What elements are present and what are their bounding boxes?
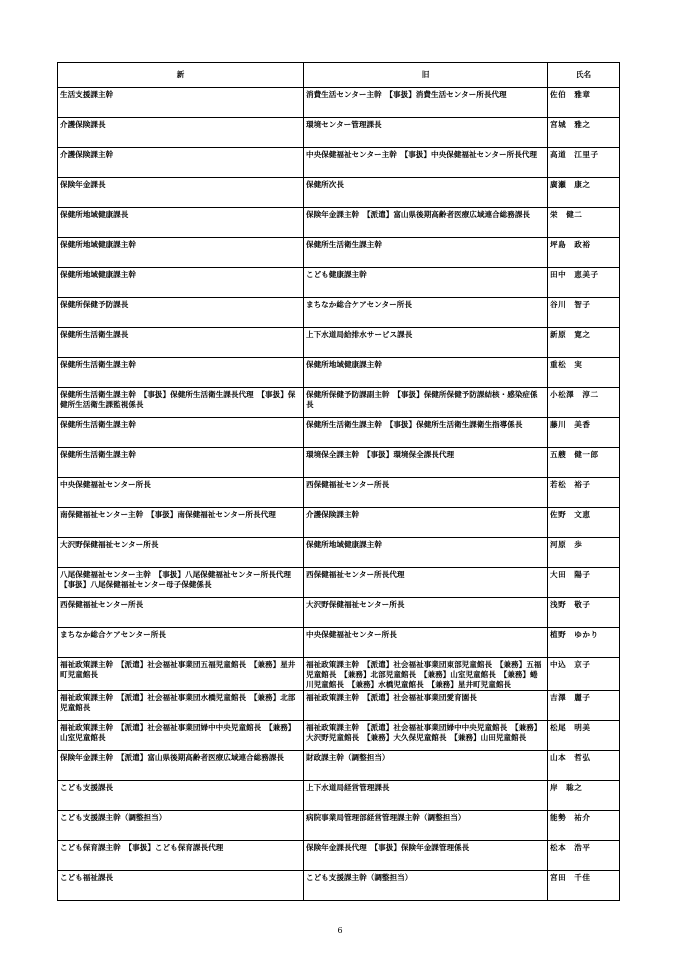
new-position-cell: こども支援課主幹（調整担当） bbox=[58, 811, 304, 841]
new-position-cell: 保健所生活衛生課主幹 【事扱】保健所生活衛生課長代理 【事扱】保健所生活衛生課監視係長 bbox=[58, 388, 304, 418]
person-name-cell: 新原 寛之 bbox=[548, 328, 620, 358]
new-position-cell: 保健所生活衛生課主幹 bbox=[58, 358, 304, 388]
person-name-cell: 植野 ゆかり bbox=[548, 628, 620, 658]
table-row bbox=[58, 841, 620, 871]
person-name-cell: 谷川 智子 bbox=[548, 298, 620, 328]
person-name-cell: 吉澤 麗子 bbox=[548, 691, 620, 721]
table-row bbox=[58, 448, 620, 478]
new-position-cell: 保健所生活衛生課主幹 bbox=[58, 448, 304, 478]
header-name: 氏名 bbox=[548, 63, 620, 88]
table-row bbox=[58, 238, 620, 268]
table-row bbox=[58, 598, 620, 628]
table-row bbox=[58, 538, 620, 568]
table-row bbox=[58, 811, 620, 841]
old-position-cell: 西保健福祉センター所長 bbox=[304, 478, 548, 508]
old-position-cell: 保健所地域健康課主幹 bbox=[304, 358, 548, 388]
table-row bbox=[58, 871, 620, 901]
new-position-cell: 西保健福祉センター所長 bbox=[58, 598, 304, 628]
old-position-cell: 消費生活センター主幹 【事扱】消費生活センター所長代理 bbox=[304, 88, 548, 118]
old-position-cell: 中央保健福祉センター所長 bbox=[304, 628, 548, 658]
table-row bbox=[58, 478, 620, 508]
person-name-cell: 中込 京子 bbox=[548, 658, 620, 691]
new-position-cell: 生活支援課主幹 bbox=[58, 88, 304, 118]
new-position-cell: 保健所生活衛生課長 bbox=[58, 328, 304, 358]
person-name-cell: 田中 恵美子 bbox=[548, 268, 620, 298]
table-row bbox=[58, 178, 620, 208]
table-row bbox=[58, 88, 620, 118]
person-name-cell: 若松 裕子 bbox=[548, 478, 620, 508]
table-row bbox=[58, 691, 620, 721]
old-position-cell: 福祉政策課主幹 【派遣】社会福祉事業団婦中中央児童館長 【兼務】大沢野児童館長 【兼務】大久保児童館長 【兼務】山田児童館長 bbox=[304, 721, 548, 751]
person-name-cell: 廣瀬 康之 bbox=[548, 178, 620, 208]
table-row bbox=[58, 418, 620, 448]
person-name-cell: 山本 哲弘 bbox=[548, 751, 620, 781]
new-position-cell: 介護保険課主幹 bbox=[58, 148, 304, 178]
new-position-cell: 保健所地域健康課長 bbox=[58, 208, 304, 238]
new-position-cell: 大沢野保健福祉センター所長 bbox=[58, 538, 304, 568]
old-position-cell: 福祉政策課主幹 【派遣】社会福祉事業団東部児童館長 【兼務】五福児童館長 【兼務】北部児童館長 【兼務】山室児童館長 【兼務】蜷川児童館長 【兼務】水橋児童館長 【兼務】星井町児童館長 bbox=[304, 658, 548, 691]
person-name-cell: 五艘 健一郎 bbox=[548, 448, 620, 478]
table-row bbox=[58, 118, 620, 148]
header-row bbox=[58, 63, 620, 88]
new-position-cell: 保健所地域健康課主幹 bbox=[58, 238, 304, 268]
person-name-cell: 坪島 政裕 bbox=[548, 238, 620, 268]
table-body bbox=[58, 88, 620, 901]
table-row bbox=[58, 388, 620, 418]
person-name-cell: 佐野 文恵 bbox=[548, 508, 620, 538]
old-position-cell: こども支援課主幹（調整担当） bbox=[304, 871, 548, 901]
header-new: 新 bbox=[58, 63, 304, 88]
old-position-cell: 保健所生活衛生課主幹 【事扱】保健所生活衛生課衛生指導係長 bbox=[304, 418, 548, 448]
person-name-cell: 松本 浩平 bbox=[548, 841, 620, 871]
page-number: 6 bbox=[337, 926, 343, 935]
table-row bbox=[58, 751, 620, 781]
old-position-cell: まちなか総合ケアセンター所長 bbox=[304, 298, 548, 328]
table-row bbox=[58, 658, 620, 691]
header-old: 旧 bbox=[304, 63, 548, 88]
table-row bbox=[58, 721, 620, 751]
person-name-cell: 大田 陽子 bbox=[548, 568, 620, 598]
personnel-table bbox=[57, 62, 620, 901]
table-row bbox=[58, 781, 620, 811]
old-position-cell: 保健所生活衛生課主幹 bbox=[304, 238, 548, 268]
person-name-cell: 河原 歩 bbox=[548, 538, 620, 568]
new-position-cell: 南保健福祉センター主幹 【事扱】南保健福祉センター所長代理 bbox=[58, 508, 304, 538]
new-position-cell: こども支援課長 bbox=[58, 781, 304, 811]
person-name-cell: 小松澤 淳二 bbox=[548, 388, 620, 418]
person-name-cell: 浅野 敬子 bbox=[548, 598, 620, 628]
table-row bbox=[58, 208, 620, 238]
new-position-cell: 保健所地域健康課主幹 bbox=[58, 268, 304, 298]
new-position-cell: 八尾保健福祉センター主幹 【事扱】八尾保健福祉センター所長代理 【事扱】八尾保健福祉センター母子保健係長 bbox=[58, 568, 304, 598]
old-position-cell: 福祉政策課主幹 【派遣】社会福祉事業団愛育園長 bbox=[304, 691, 548, 721]
new-position-cell: 福祉政策課主幹 【派遣】社会福祉事業団水橋児童館長 【兼務】北部児童館長 bbox=[58, 691, 304, 721]
old-position-cell: 中央保健福祉センター主幹 【事扱】中央保健福祉センター所長代理 bbox=[304, 148, 548, 178]
table-row bbox=[58, 148, 620, 178]
table-row bbox=[58, 508, 620, 538]
person-name-cell: 藤川 美香 bbox=[548, 418, 620, 448]
new-position-cell: 保険年金課主幹 【派遣】富山県後期高齢者医療広域連合総務課長 bbox=[58, 751, 304, 781]
old-position-cell: こども健康課主幹 bbox=[304, 268, 548, 298]
new-position-cell: 福祉政策課主幹 【派遣】社会福祉事業団五福児童館長 【兼務】星井町児童館長 bbox=[58, 658, 304, 691]
new-position-cell: 介護保険課長 bbox=[58, 118, 304, 148]
person-name-cell: 重松 実 bbox=[548, 358, 620, 388]
person-name-cell: 高道 江里子 bbox=[548, 148, 620, 178]
person-name-cell: 栄 健二 bbox=[548, 208, 620, 238]
new-position-cell: 中央保健福祉センター所長 bbox=[58, 478, 304, 508]
old-position-cell: 上下水道局給排水サービス課長 bbox=[304, 328, 548, 358]
new-position-cell: 福祉政策課主幹 【派遣】社会福祉事業団婦中中央児童館長 【兼務】山室児童館長 bbox=[58, 721, 304, 751]
person-name-cell: 能勢 祐介 bbox=[548, 811, 620, 841]
new-position-cell: 保健所生活衛生課主幹 bbox=[58, 418, 304, 448]
old-position-cell: 介護保険課主幹 bbox=[304, 508, 548, 538]
new-position-cell: こども保育課主幹 【事扱】こども保育課長代理 bbox=[58, 841, 304, 871]
old-position-cell: 大沢野保健福祉センター所長 bbox=[304, 598, 548, 628]
person-name-cell: 岸 聡之 bbox=[548, 781, 620, 811]
table-row bbox=[58, 568, 620, 598]
old-position-cell: 保険年金課主幹 【派遣】富山県後期高齢者医療広域連合総務課長 bbox=[304, 208, 548, 238]
old-position-cell: 西保健福祉センター所長代理 bbox=[304, 568, 548, 598]
old-position-cell: 病院事業局管理部経営管理課主幹（調整担当） bbox=[304, 811, 548, 841]
person-name-cell: 佐伯 雅章 bbox=[548, 88, 620, 118]
table-row bbox=[58, 328, 620, 358]
new-position-cell: まちなか総合ケアセンター所長 bbox=[58, 628, 304, 658]
new-position-cell: 保健所保健予防課長 bbox=[58, 298, 304, 328]
old-position-cell: 財政課主幹（調整担当） bbox=[304, 751, 548, 781]
old-position-cell: 保健所次長 bbox=[304, 178, 548, 208]
new-position-cell: 保険年金課長 bbox=[58, 178, 304, 208]
old-position-cell: 上下水道局経営管理課長 bbox=[304, 781, 548, 811]
table-row bbox=[58, 268, 620, 298]
table-row bbox=[58, 358, 620, 388]
old-position-cell: 環境センター管理課長 bbox=[304, 118, 548, 148]
table-row bbox=[58, 298, 620, 328]
person-name-cell: 宮城 雅之 bbox=[548, 118, 620, 148]
old-position-cell: 保健所地域健康課主幹 bbox=[304, 538, 548, 568]
old-position-cell: 保険年金課長代理 【事扱】保険年金課管理係長 bbox=[304, 841, 548, 871]
old-position-cell: 環境保全課主幹 【事扱】環境保全課長代理 bbox=[304, 448, 548, 478]
person-name-cell: 宮田 千佳 bbox=[548, 871, 620, 901]
table-row bbox=[58, 628, 620, 658]
old-position-cell: 保健所保健予防課副主幹 【事扱】保健所保健予防課結核・感染症係長 bbox=[304, 388, 548, 418]
person-name-cell: 松尾 明美 bbox=[548, 721, 620, 751]
new-position-cell: こども福祉課長 bbox=[58, 871, 304, 901]
